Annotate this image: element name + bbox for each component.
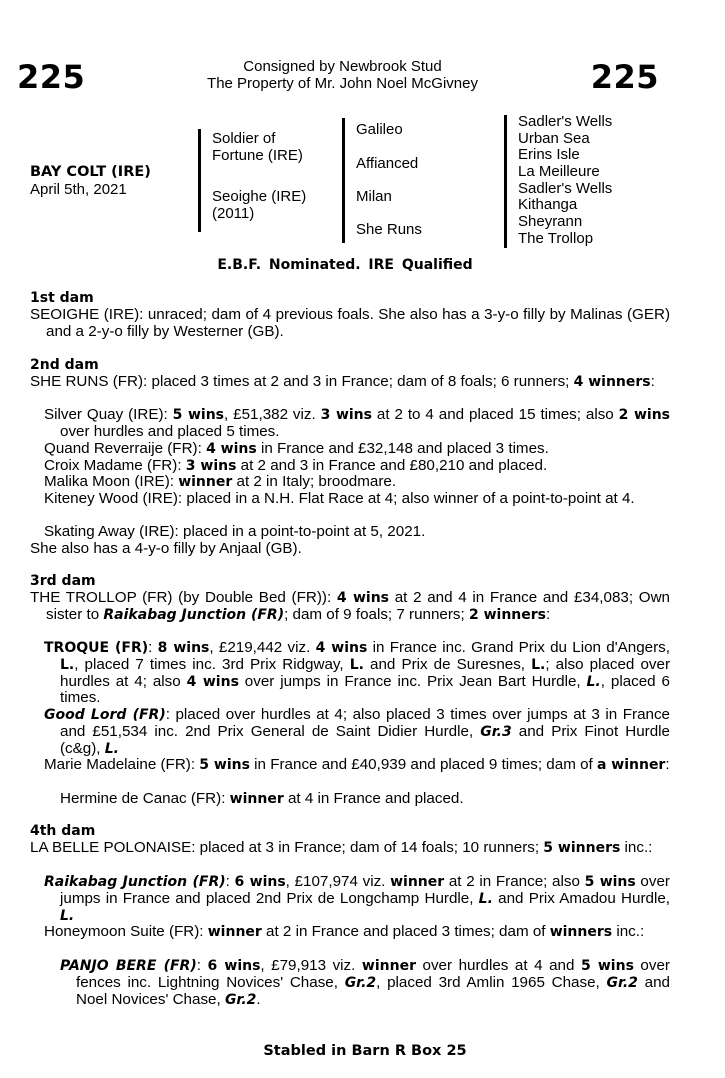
property-line: The Property of Mr. John Noel McGivney <box>207 75 478 92</box>
qualification-line: E.B.F. Nominated. IRE Qualified <box>217 257 473 273</box>
consignor-line: Consigned by Newbrook Stud <box>243 58 442 75</box>
pedigree-bracket-2 <box>342 118 345 243</box>
lot-number-right: 225 <box>590 58 659 96</box>
produce-honeymoon-suite: Honeymoon Suite (FR): winner at 2 in France and placed 3 times; dam of winners inc.: <box>44 923 645 940</box>
stabling-footer: Stabled in Barn R Box 25 <box>263 1043 467 1059</box>
produce-panjo-bere: PANJO BERE (FR): 6 wins, £79,913 viz. winner over hurdles at 4 and 5 wins over fences inc. Lightning Novices' Chase, Gr.2, placed 3rd Amlin 1965 Chase, Gr.2 and Noel Novices' Chase, Gr.2. <box>60 957 670 1008</box>
first-dam-text: SEOIGHE (IRE): unraced; dam of 4 previous foals. She also has a 3-y-o filly by Malinas (GER) and a 2-y-o filly by Westerner (GB). <box>30 306 670 340</box>
consignor-block <box>150 58 535 92</box>
pedigree-gen2-3: Milan <box>356 188 392 205</box>
pedigree-gen3-5: Sadler's Wells <box>518 180 613 197</box>
pedigree-bracket-3 <box>504 115 507 248</box>
second-dam-note: She also has a 4-y-o filly by Anjaal (GB). <box>30 540 302 557</box>
pedigree-sire: Soldier of Fortune (IRE) <box>212 130 303 164</box>
lot-number-left: 225 <box>17 58 86 96</box>
fourth-dam-text: LA BELLE POLONAISE: placed at 3 in France; dam of 14 foals; 10 runners; 5 winners inc.: <box>30 839 653 856</box>
produce-croix-madame: Croix Madame (FR): 3 wins at 2 and 3 in France and £80,210 and placed. <box>44 457 548 474</box>
produce-silver-quay: Silver Quay (IRE): 5 wins, £51,382 viz. 3 wins at 2 to 4 and placed 15 times; also 2 wins over hurdles and placed 5 times. <box>44 406 670 440</box>
produce-good-lord: Good Lord (FR): placed over hurdles at 4; also placed 3 times over jumps at 3 in France and £51,534 inc. 2nd Prix General de Saint Didier Hurdle, Gr.3 and Prix Finot Hurdle (c&g), L. <box>44 706 670 757</box>
produce-raikabag-junction: Raikabag Junction (FR): 6 wins, £107,974 viz. winner at 2 in France; also 5 wins over jumps in France and placed 2nd Prix de Longchamp Hurdle, L. and Prix Amadou Hurdle, L. <box>44 873 671 924</box>
produce-kiteney-wood: Kiteney Wood (IRE): placed in a N.H. Flat Race at 4; also winner of a point-to-point at 4. <box>44 490 635 507</box>
third-dam-heading: 3rd dam <box>30 573 96 589</box>
first-dam-heading: 1st dam <box>30 290 94 306</box>
pedigree-bracket-1 <box>198 129 201 232</box>
produce-malika-moon: Malika Moon (IRE): winner at 2 in Italy; broodmare. <box>44 473 397 490</box>
pedigree-gen3-7: Sheyrann <box>518 213 583 230</box>
produce-marie-madelaine: Marie Madelaine (FR): 5 wins in France and £40,939 and placed 9 times; dam of a winner: <box>44 756 670 773</box>
pedigree-gen3-4: La Meilleure <box>518 163 600 180</box>
pedigree-gen3-1: Sadler's Wells <box>518 113 613 130</box>
pedigree-gen3-6: Kithanga <box>518 196 578 213</box>
produce-hermine-de-canac: Hermine de Canac (FR): winner at 4 in France and placed. <box>60 790 464 807</box>
pedigree-gen2-2: Affianced <box>356 155 419 172</box>
pedigree-dam: Seoighe (IRE) (2011) <box>212 188 307 222</box>
third-dam-text: THE TROLLOP (FR) (by Double Bed (FR)): 4 wins at 2 and 4 in France and £34,083; Own sister to Raikabag Junction (FR); dam of 9 foals; 7 runners; 2 winners: <box>30 589 670 623</box>
second-dam-text: SHE RUNS (FR): placed 3 times at 2 and 3 in France; dam of 8 foals; 6 runners; 4 winners: <box>30 373 655 390</box>
pedigree-gen3-2: Urban Sea <box>518 130 590 147</box>
produce-skating-away: Skating Away (IRE): placed in a point-to-point at 5, 2021. <box>44 523 426 540</box>
horse-dob: April 5th, 2021 <box>30 181 127 198</box>
produce-troque: TROQUE (FR): 8 wins, £219,442 viz. 4 wins in France inc. Grand Prix du Lion d'Angers, L., placed 7 times inc. 3rd Prix Ridgway, L. and Prix de Suresnes, L.; also placed over hurdles at 4; also 4 wins over jumps in France inc. Prix Jean Bart Hurdle, L., placed 6 times. <box>44 639 670 707</box>
pedigree-gen3-3: Erins Isle <box>518 146 580 163</box>
pedigree-gen2-1: Galileo <box>356 121 403 138</box>
produce-quand-reverraije: Quand Reverraije (FR): 4 wins in France and £32,148 and placed 3 times. <box>44 440 549 457</box>
horse-title: BAY COLT (IRE) <box>30 164 151 180</box>
pedigree-gen3-8: The Trollop <box>518 230 594 247</box>
second-dam-heading: 2nd dam <box>30 357 99 373</box>
fourth-dam-heading: 4th dam <box>30 823 96 839</box>
pedigree-gen2-4: She Runs <box>356 221 422 238</box>
